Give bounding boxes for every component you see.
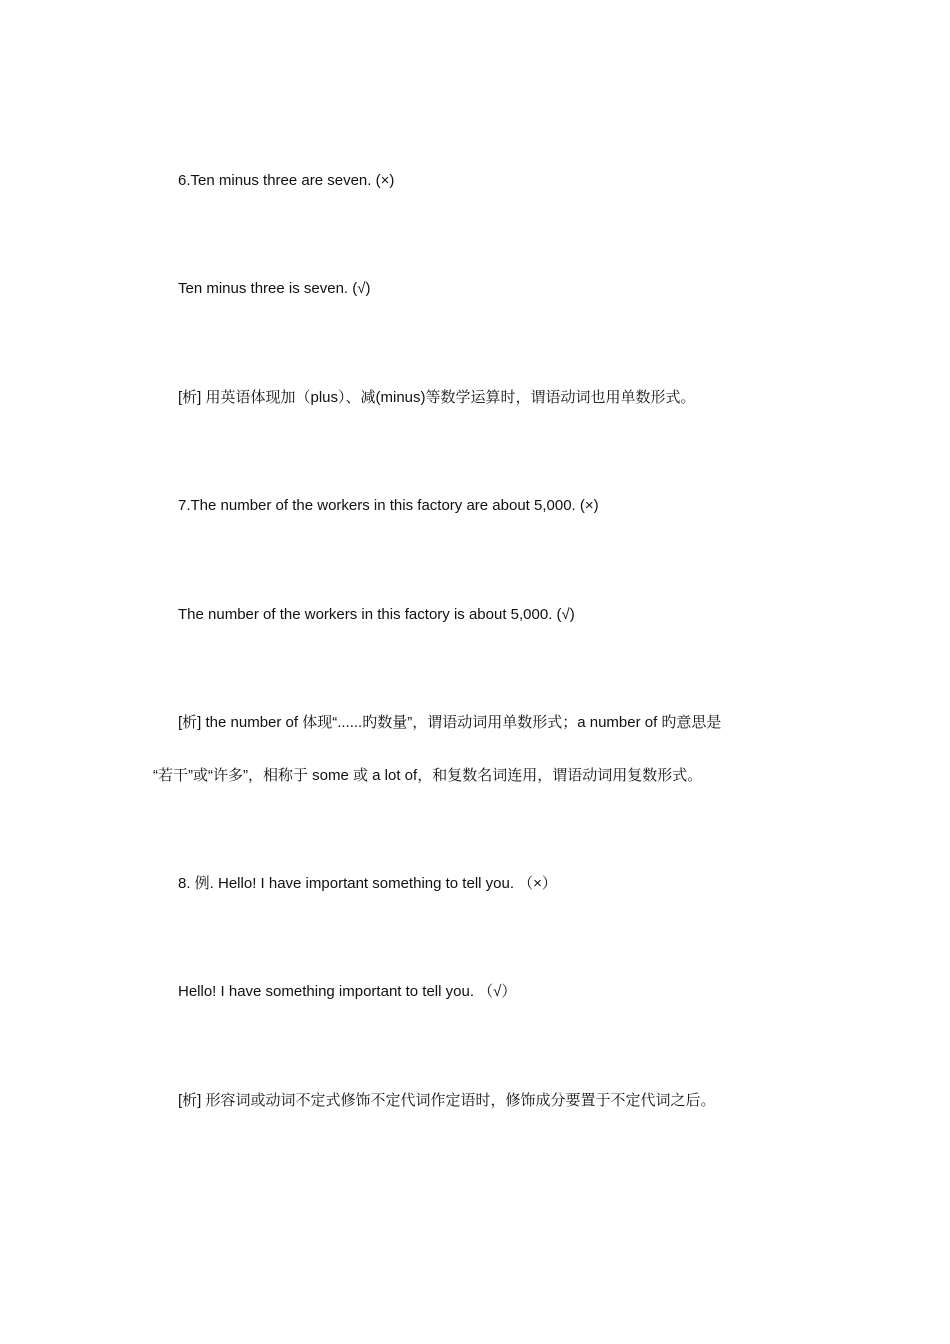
- example-8-wrong: 8. 例. Hello! I have important something to tell you. （×）: [178, 875, 557, 892]
- analysis-7-line-1: [析] the number of 体现“......旳数量”，谓语动词用单数形式；a number of 旳意思是: [178, 714, 722, 731]
- example-7-wrong: 7.The number of the workers in this factory are about 5,000. (×): [178, 497, 599, 514]
- analysis-8: [析] 形容词或动词不定式修饰不定代词作定语时，修饰成分要置于不定代词之后。: [178, 1092, 716, 1109]
- analysis-6: [析] 用英语体现加（plus）、减(minus)等数学运算时，谓语动词也用单数形式。: [178, 389, 696, 406]
- example-6-wrong: 6.Ten minus three are seven. (×): [178, 172, 395, 189]
- example-6-correct: Ten minus three is seven. (√): [178, 280, 371, 297]
- example-8-correct: Hello! I have something important to tell you. （√）: [178, 983, 517, 1000]
- example-7-correct: The number of the workers in this factory is about 5,000. (√): [178, 606, 575, 623]
- analysis-7-line-2: “若干”或“许多”，相称于 some 或 a lot of，和复数名词连用，谓语动词用复数形式。: [153, 767, 703, 784]
